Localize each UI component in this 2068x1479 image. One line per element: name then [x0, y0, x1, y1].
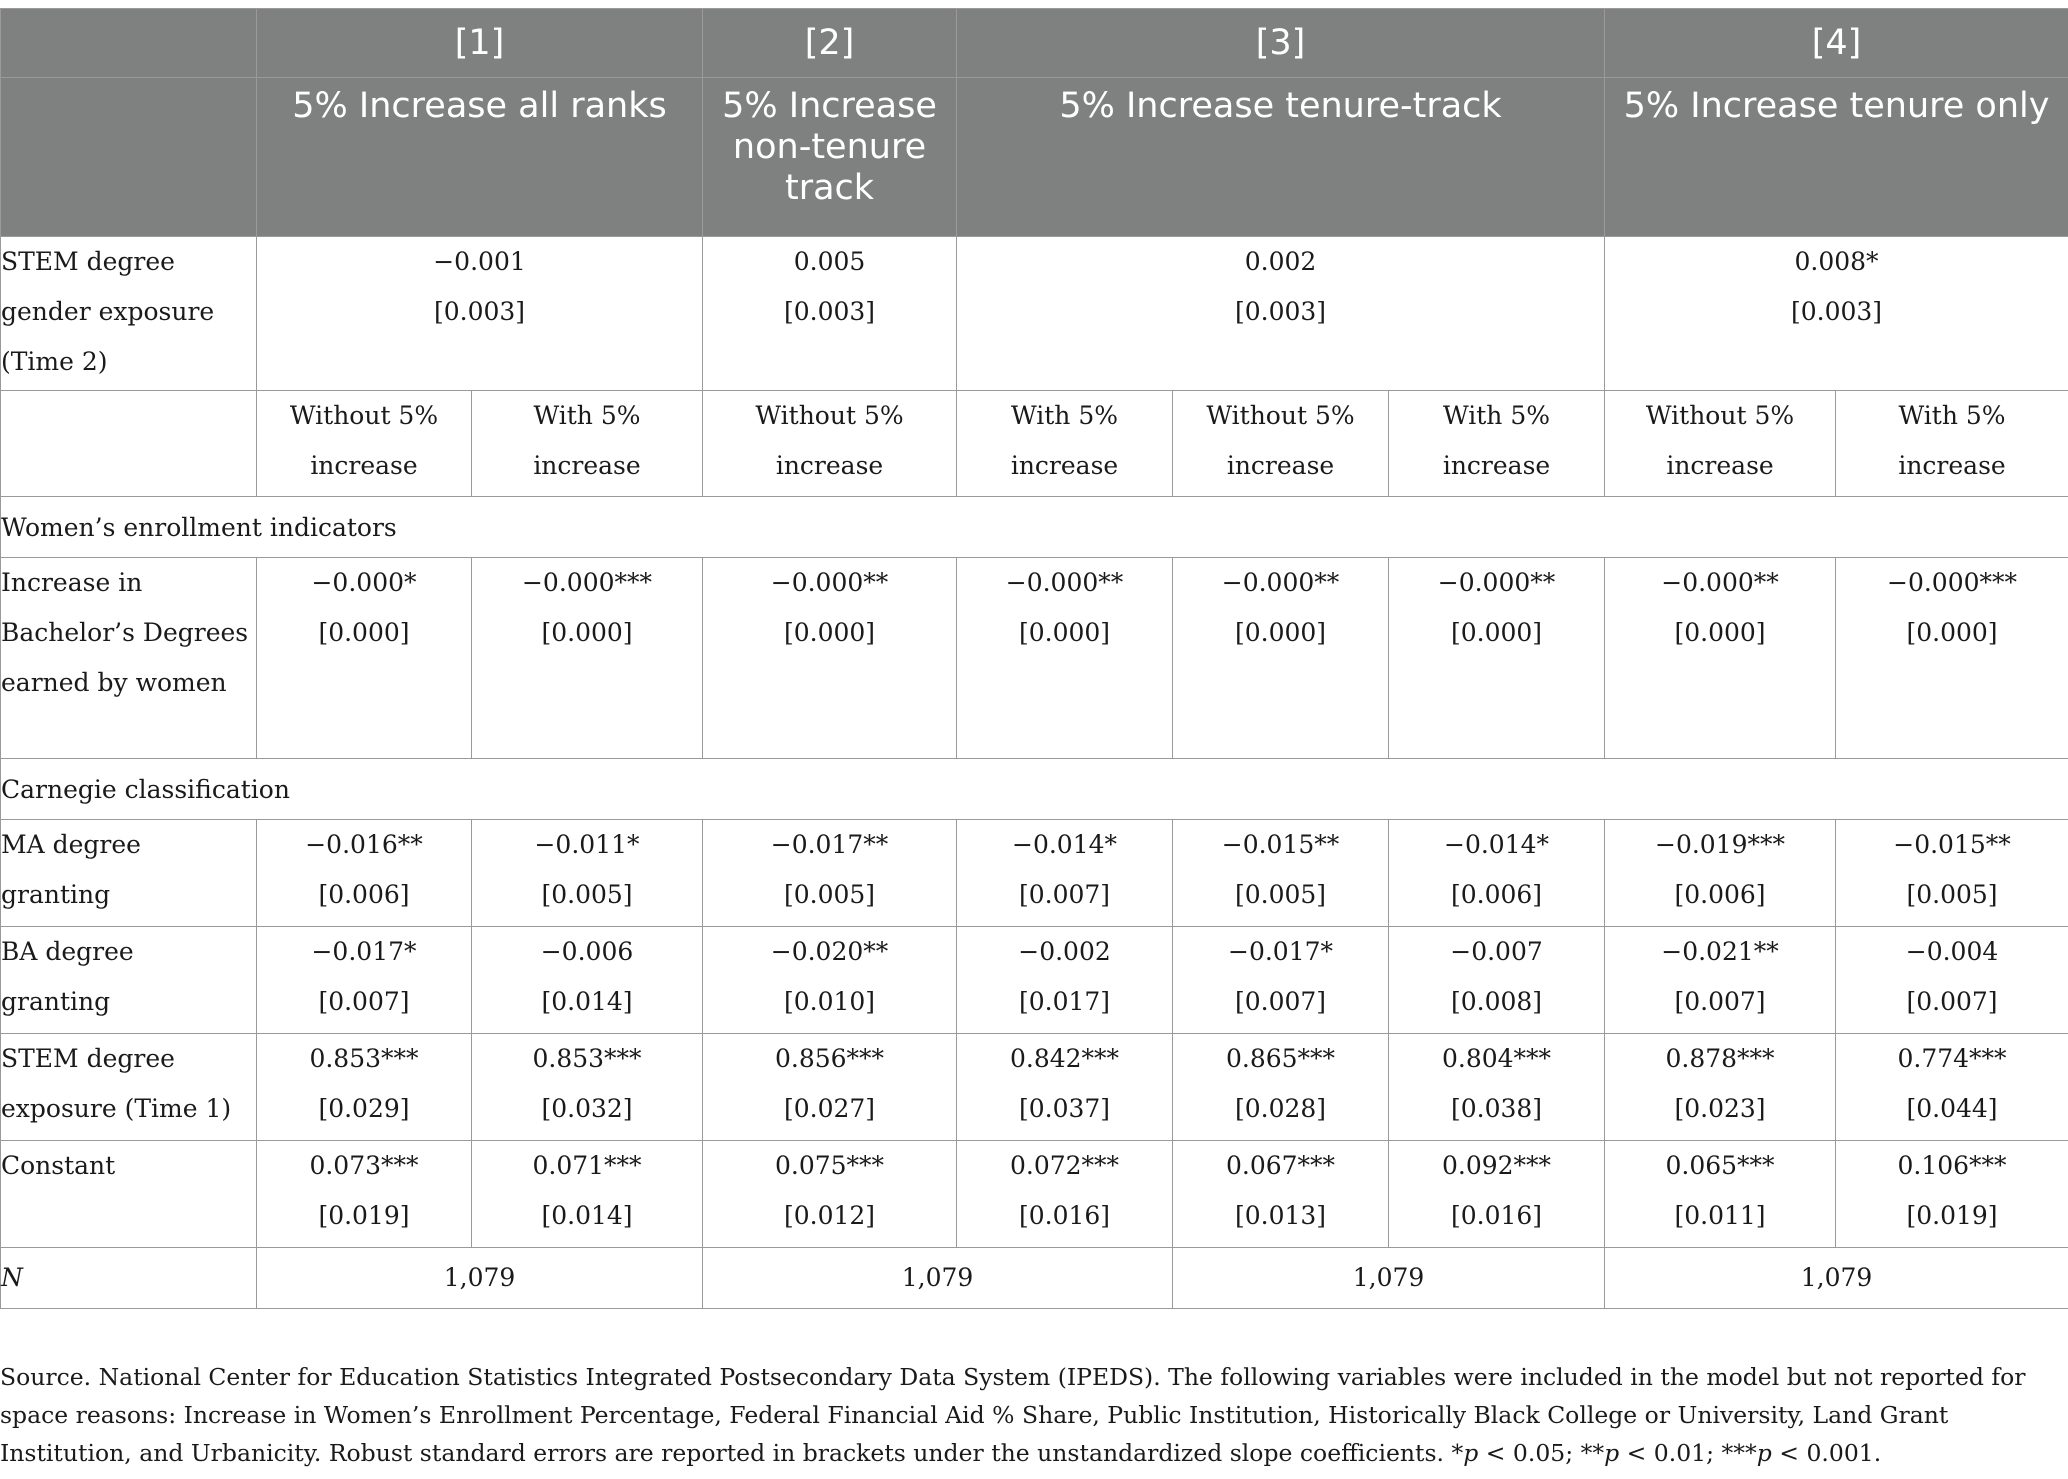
constant-cell-6 — [1389, 1141, 1605, 1248]
model-title-3: 5% Increase tenure-track — [957, 78, 1605, 237]
coefficient: 0.075*** — [774, 1151, 885, 1180]
header-corner — [1, 9, 257, 78]
section-row-carnegie — [1, 759, 2068, 820]
note-text: Source. National Center for Education Statistics Integrated Postsecondary Data System (IPEDS). The following variables were included in the model but not reported for space reasons: Increase in Women’s Enrollment Percentage, Federal Financial Aid % Share, Public Institution, Historically Black College or University, Land Grant Institution, and Urbanicity. Robust standard errors are reported in brackets under the unstandardized slope coefficients. * — [0, 1363, 2026, 1467]
subheader-3: Without 5% increase — [703, 391, 957, 497]
standard-error: [0.014] — [541, 987, 633, 1016]
subheader-6: With 5% increase — [1389, 391, 1605, 497]
standard-error: [0.003] — [1790, 297, 1883, 326]
section-label-carnegie: Carnegie classification — [1, 759, 2068, 820]
coefficient: −0.000** — [1221, 568, 1340, 597]
ma-cell-3 — [703, 820, 957, 927]
standard-error: [0.003] — [433, 297, 526, 326]
constant-cell-1 — [257, 1141, 472, 1248]
constant-cell-7 — [1605, 1141, 1836, 1248]
table-source-note — [0, 1358, 2048, 1472]
stem2-cell-3 — [957, 237, 1605, 391]
standard-error: [0.006] — [1674, 880, 1766, 909]
standard-error: [0.000] — [541, 618, 633, 647]
standard-error: [0.023] — [1674, 1094, 1766, 1123]
stem1-cell-7 — [1605, 1034, 1836, 1141]
coefficient: −0.017* — [1228, 937, 1334, 966]
standard-error: [0.000] — [783, 618, 876, 647]
model-number-3: [3] — [957, 9, 1605, 78]
ma-cell-2 — [472, 820, 703, 927]
row-label-ma: MA degree granting — [1, 820, 257, 927]
coefficient: 0.856*** — [774, 1044, 885, 1073]
coefficient: −0.006 — [540, 937, 634, 966]
bachelors-cell-2 — [472, 558, 703, 759]
standard-error: [0.028] — [1234, 1094, 1327, 1123]
coefficient: −0.001 — [433, 247, 526, 276]
note-threshold-3: < 0.001. — [1771, 1439, 1882, 1467]
table-row — [1, 820, 2068, 927]
coefficient: −0.015** — [1221, 830, 1340, 859]
stem2-cell-1 — [257, 237, 703, 391]
coefficient: 0.774*** — [1897, 1044, 2007, 1073]
bachelors-cell-7 — [1605, 558, 1836, 759]
ba-cell-7 — [1605, 927, 1836, 1034]
coefficient: −0.015** — [1893, 830, 2011, 859]
coefficient: −0.000* — [311, 568, 417, 597]
p-symbol: p — [1604, 1439, 1620, 1467]
model-title-1: 5% Increase all ranks — [257, 78, 703, 237]
coefficient: 0.067*** — [1225, 1151, 1336, 1180]
coefficient: −0.000** — [770, 568, 889, 597]
coefficient: −0.000** — [1437, 568, 1556, 597]
coefficient: 0.092*** — [1441, 1151, 1552, 1180]
n-value-2: 1,079 — [703, 1248, 1173, 1309]
n-value-4: 1,079 — [1605, 1248, 2068, 1309]
ba-cell-6 — [1389, 927, 1605, 1034]
coefficient: 0.878*** — [1665, 1044, 1775, 1073]
standard-error: [0.000] — [1674, 618, 1766, 647]
coefficient: −0.014* — [1012, 830, 1118, 859]
coefficient: 0.106*** — [1897, 1151, 2007, 1180]
n-row — [1, 1248, 2068, 1309]
constant-cell-8 — [1836, 1141, 2068, 1248]
bachelors-cell-3 — [703, 558, 957, 759]
model-title-4: 5% Increase tenure only — [1605, 78, 2068, 237]
standard-error: [0.000] — [1234, 618, 1327, 647]
ma-cell-7 — [1605, 820, 1836, 927]
subheader-7: Without 5% increase — [1605, 391, 1836, 497]
coefficient: 0.071*** — [532, 1151, 642, 1180]
standard-error: [0.017] — [1018, 987, 1111, 1016]
standard-error: [0.000] — [1018, 618, 1111, 647]
coefficient: 0.853*** — [309, 1044, 419, 1073]
standard-error: [0.006] — [1450, 880, 1543, 909]
subheader-1: Without 5% increase — [257, 391, 472, 497]
coefficient: −0.000** — [1005, 568, 1124, 597]
header-corner-2 — [1, 78, 257, 237]
row-label-constant: Constant — [1, 1141, 257, 1248]
stem2-cell-2 — [703, 237, 957, 391]
model-title-row — [1, 78, 2068, 237]
ba-cell-2 — [472, 927, 703, 1034]
coefficient: 0.865*** — [1225, 1044, 1336, 1073]
bachelors-cell-6 — [1389, 558, 1605, 759]
coefficient: −0.016** — [305, 830, 423, 859]
coefficient: −0.004 — [1905, 937, 1999, 966]
ma-cell-1 — [257, 820, 472, 927]
stem1-cell-2 — [472, 1034, 703, 1141]
coefficient: 0.853*** — [532, 1044, 642, 1073]
ma-cell-4 — [957, 820, 1173, 927]
stem2-cell-4 — [1605, 237, 2068, 391]
subheader-4: With 5% increase — [957, 391, 1173, 497]
standard-error: [0.003] — [1234, 297, 1327, 326]
standard-error: [0.005] — [1906, 880, 1998, 909]
stem1-cell-1 — [257, 1034, 472, 1141]
standard-error: [0.008] — [1450, 987, 1543, 1016]
coefficient: 0.804*** — [1441, 1044, 1552, 1073]
section-label-enrollment: Women’s enrollment indicators — [1, 497, 2068, 558]
standard-error: [0.000] — [1906, 618, 1998, 647]
bachelors-cell-8 — [1836, 558, 2068, 759]
constant-cell-5 — [1173, 1141, 1389, 1248]
standard-error: [0.038] — [1450, 1094, 1543, 1123]
coefficient: −0.014* — [1444, 830, 1550, 859]
standard-error: [0.003] — [783, 297, 876, 326]
standard-error: [0.007] — [1906, 987, 1998, 1016]
coefficient: 0.005 — [793, 247, 866, 276]
constant-cell-4 — [957, 1141, 1173, 1248]
coefficient: −0.011* — [534, 830, 640, 859]
standard-error: [0.007] — [1234, 987, 1327, 1016]
subheader-corner — [1, 391, 257, 497]
standard-error: [0.027] — [783, 1094, 876, 1123]
stem1-cell-4 — [957, 1034, 1173, 1141]
subheader-2: With 5% increase — [472, 391, 703, 497]
table-row — [1, 927, 2068, 1034]
standard-error: [0.012] — [783, 1201, 876, 1230]
row-label-stem-time2: STEM degree gender exposure (Time 2) — [1, 237, 257, 391]
subheader-8: With 5% increase — [1836, 391, 2068, 497]
table-row — [1, 1141, 2068, 1248]
stem1-cell-5 — [1173, 1034, 1389, 1141]
standard-error: [0.011] — [1674, 1201, 1766, 1230]
note-threshold-2: < 0.01; *** — [1619, 1439, 1757, 1467]
table-row — [1, 237, 2068, 391]
standard-error: [0.010] — [783, 987, 876, 1016]
coefficient: −0.000*** — [521, 568, 653, 597]
standard-error: [0.013] — [1234, 1201, 1327, 1230]
standard-error: [0.037] — [1018, 1094, 1111, 1123]
constant-cell-2 — [472, 1141, 703, 1248]
n-label: N — [1, 1263, 23, 1292]
coefficient: 0.002 — [1244, 247, 1317, 276]
row-label-bachelors: Increase in Bachelor’s Degrees earned by women — [1, 558, 257, 759]
stem1-cell-3 — [703, 1034, 957, 1141]
standard-error: [0.016] — [1018, 1201, 1111, 1230]
bachelors-cell-1 — [257, 558, 472, 759]
regression-results-table — [0, 8, 2068, 1309]
coefficient: −0.017* — [311, 937, 417, 966]
ma-cell-8 — [1836, 820, 2068, 927]
table-row — [1, 558, 2068, 759]
ma-cell-5 — [1173, 820, 1389, 927]
model-number-1: [1] — [257, 9, 703, 78]
coefficient: −0.002 — [1018, 937, 1111, 966]
standard-error: [0.000] — [1450, 618, 1543, 647]
table-row — [1, 1034, 2068, 1141]
model-number-2: [2] — [703, 9, 957, 78]
coefficient: −0.000*** — [1887, 568, 2018, 597]
ba-cell-3 — [703, 927, 957, 1034]
coefficient: −0.000** — [1661, 568, 1779, 597]
ba-cell-5 — [1173, 927, 1389, 1034]
n-value-3: 1,079 — [1173, 1248, 1605, 1309]
standard-error: [0.005] — [541, 880, 633, 909]
standard-error: [0.032] — [541, 1094, 633, 1123]
subheader-5: Without 5% increase — [1173, 391, 1389, 497]
p-symbol: p — [1463, 1439, 1479, 1467]
standard-error: [0.000] — [318, 618, 410, 647]
standard-error: [0.007] — [1674, 987, 1766, 1016]
ba-cell-8 — [1836, 927, 2068, 1034]
stem1-cell-8 — [1836, 1034, 2068, 1141]
coefficient: −0.017** — [770, 830, 889, 859]
row-label-stem-time1: STEM degree exposure (Time 1) — [1, 1034, 257, 1141]
coefficient: 0.842*** — [1009, 1044, 1120, 1073]
stem1-cell-6 — [1389, 1034, 1605, 1141]
subheader-row — [1, 391, 2068, 497]
bachelors-cell-4 — [957, 558, 1173, 759]
coefficient: −0.021** — [1661, 937, 1779, 966]
coefficient: −0.020** — [770, 937, 889, 966]
ma-cell-6 — [1389, 820, 1605, 927]
section-row-enrollment — [1, 497, 2068, 558]
standard-error: [0.007] — [1018, 880, 1111, 909]
standard-error: [0.005] — [1234, 880, 1327, 909]
coefficient: 0.073*** — [309, 1151, 419, 1180]
standard-error: [0.014] — [541, 1201, 633, 1230]
coefficient: −0.007 — [1450, 937, 1543, 966]
model-title-2: 5% Increase non-tenure track — [703, 78, 957, 237]
model-number-4: [4] — [1605, 9, 2068, 78]
note-threshold-1: < 0.05; ** — [1478, 1439, 1605, 1467]
p-symbol: p — [1756, 1439, 1772, 1467]
coefficient: 0.065*** — [1665, 1151, 1775, 1180]
standard-error: [0.019] — [318, 1201, 410, 1230]
model-number-row — [1, 9, 2068, 78]
standard-error: [0.007] — [318, 987, 410, 1016]
standard-error: [0.005] — [783, 880, 876, 909]
ba-cell-4 — [957, 927, 1173, 1034]
row-label-n — [1, 1248, 257, 1309]
row-label-ba: BA degree granting — [1, 927, 257, 1034]
standard-error: [0.044] — [1906, 1094, 1998, 1123]
standard-error: [0.019] — [1906, 1201, 1998, 1230]
coefficient: 0.008* — [1794, 247, 1879, 276]
standard-error: [0.016] — [1450, 1201, 1543, 1230]
constant-cell-3 — [703, 1141, 957, 1248]
coefficient: 0.072*** — [1009, 1151, 1120, 1180]
standard-error: [0.029] — [318, 1094, 410, 1123]
standard-error: [0.006] — [318, 880, 410, 909]
bachelors-cell-5 — [1173, 558, 1389, 759]
coefficient: −0.019*** — [1655, 830, 1786, 859]
n-value-1: 1,079 — [257, 1248, 703, 1309]
ba-cell-1 — [257, 927, 472, 1034]
